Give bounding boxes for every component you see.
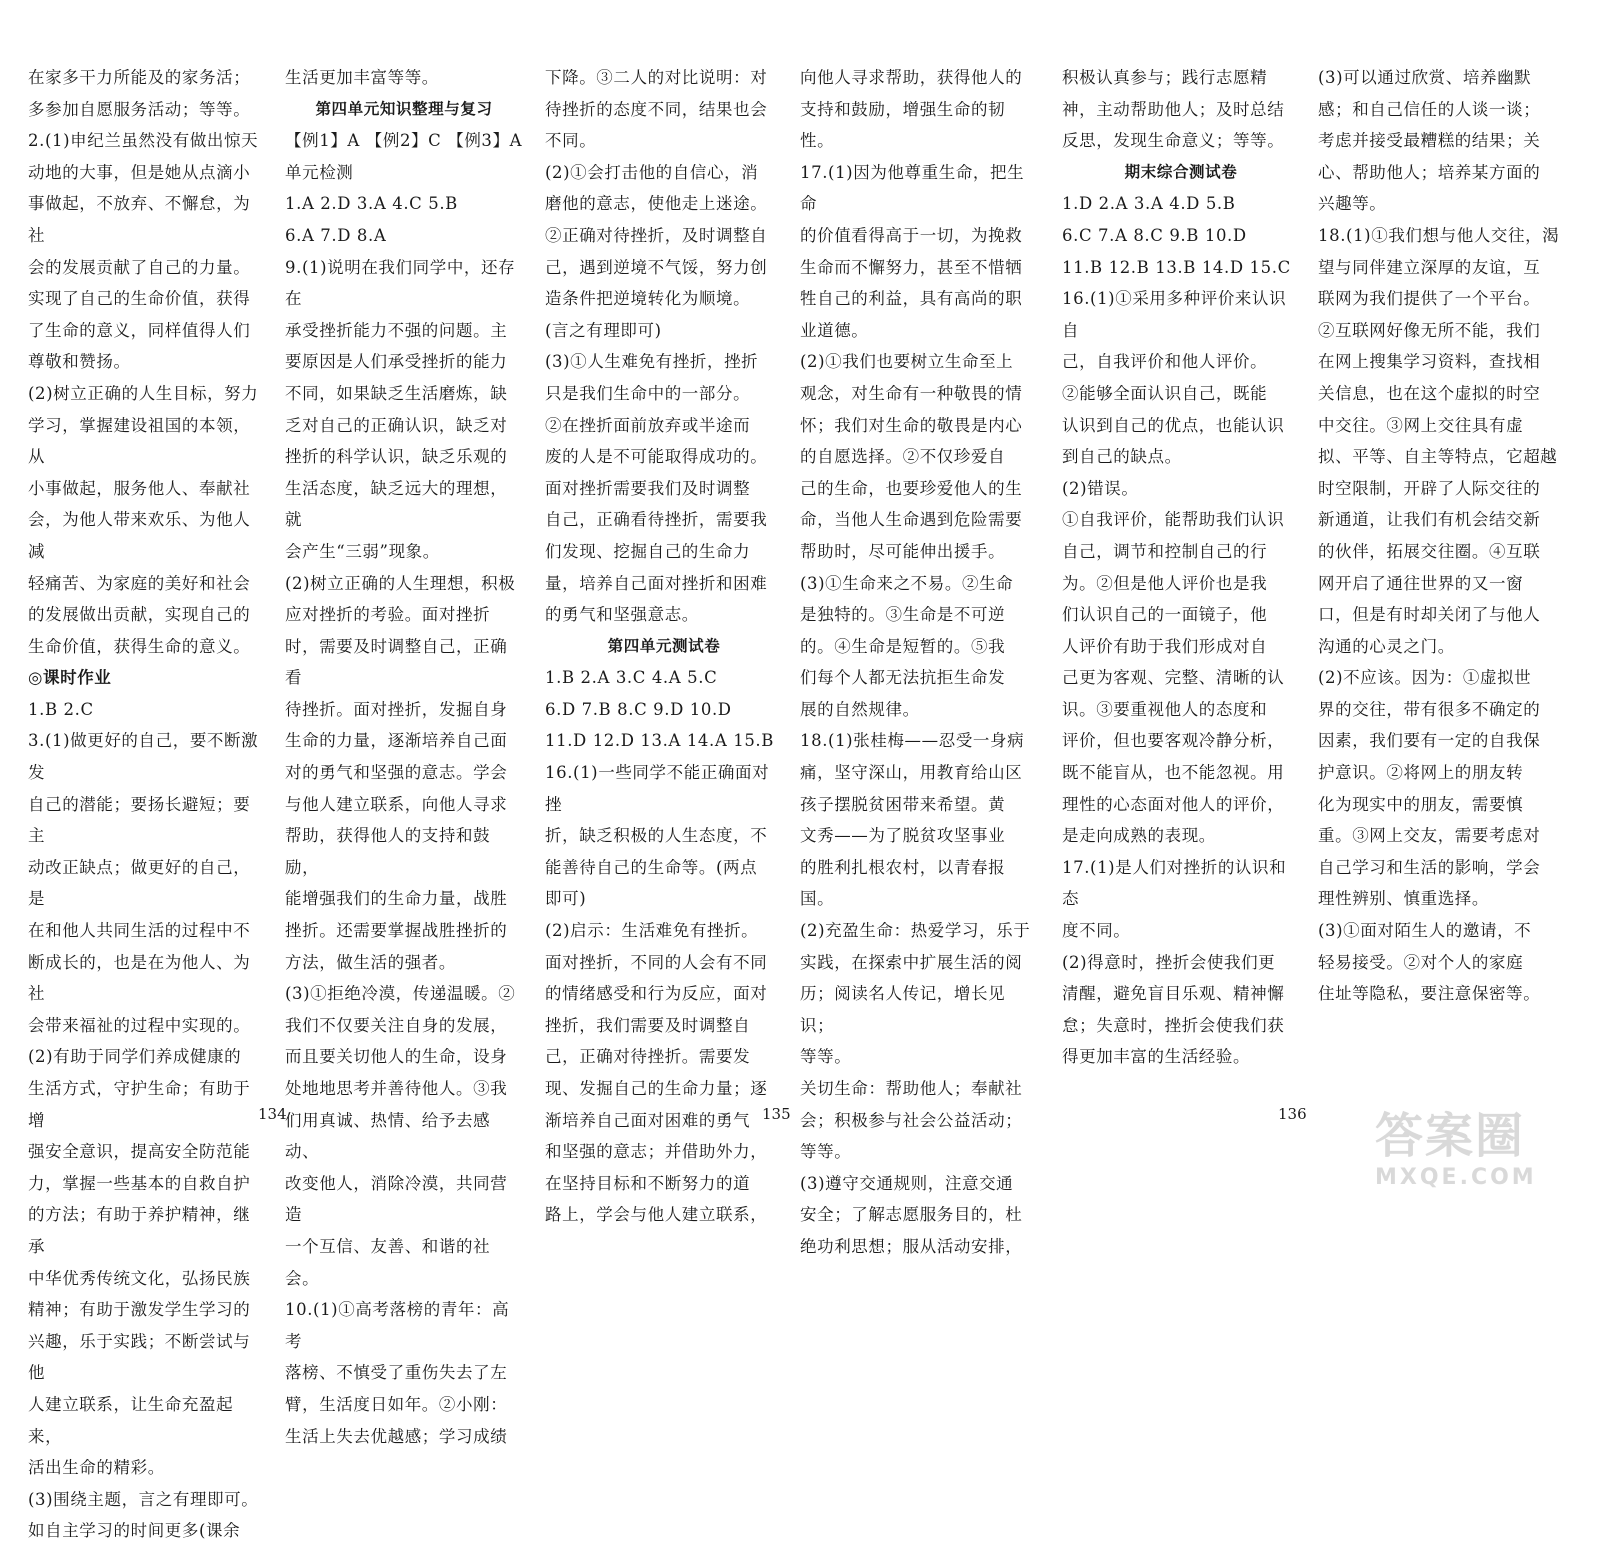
text-line: (3)围绕主题，言之有理即可。	[28, 1489, 259, 1509]
text-line: 们用真诚、热情、给予去感动、	[285, 1110, 491, 1162]
text-line: 望与同伴建立深厚的友谊，互	[1318, 257, 1541, 277]
text-line: 生活更加丰富等等。	[285, 68, 439, 87]
text-line: 11.D 12.D 13.A 14.A 15.B	[545, 731, 774, 751]
text-line: (2)错误。	[1062, 478, 1139, 498]
watermark-logo	[1375, 1108, 1575, 1208]
text-line: 在家多干力所能及的家务活；	[28, 68, 251, 87]
text-line: 乏对自己的正确认识，缺乏对	[285, 415, 508, 435]
text-line: 是独特的。③生命是不可逆	[800, 605, 1006, 625]
text-line: 会的发展贡献了自己的力量。	[28, 257, 251, 277]
text-line: 废的人是不可能取得成功的。	[545, 447, 768, 467]
text-line: (3)①拒绝冷漠，传递温暖。②	[285, 984, 516, 1004]
page-number-135: 135	[762, 1105, 791, 1123]
text-line: 承受挫折能力不强的问题。主	[285, 320, 508, 340]
text-line: 生活态度，缺乏远大的理想，就	[285, 478, 508, 530]
text-line: 路上，学会与他人建立联系，	[545, 1205, 768, 1225]
text-line: 9.(1)说明在我们同学中，还存在	[285, 257, 516, 309]
text-line: 如自主学习的时间更多(课余	[28, 1521, 241, 1541]
text-line: 挫折。还需要掌握战胜挫折的	[285, 921, 508, 941]
text-line: 臂，生活度日如年。②小刚：	[285, 1394, 508, 1414]
text-line: 中华优秀传统文化，弘扬民族	[28, 1268, 251, 1288]
text-line: 和坚强的意志；并借助外力，	[545, 1142, 768, 1162]
text-line: 6.D 7.B 8.C 9.D 10.D	[545, 699, 732, 719]
text-line: 不同。	[545, 131, 597, 151]
text-line: (3)①面对陌生人的邀请，不	[1318, 921, 1532, 941]
text-line: 兴趣，乐于实践；不断尝试与他	[28, 1331, 251, 1383]
text-line: 评价，但也要客观冷静分析，	[1062, 731, 1285, 751]
text-line: 面对挫折需要我们及时调整	[545, 478, 751, 498]
text-line: 面对挫折，不同的人会有不同	[545, 952, 768, 972]
text-line: 们认识自己的一面镜子，他	[1062, 605, 1268, 625]
text-line: 1.B 2.A 3.C 4.A 5.C	[545, 668, 718, 688]
text-line: 绝功利思想；服从活动安排，	[800, 1236, 1023, 1256]
text-line: 17.(1)因为他尊重生命，把生命	[800, 162, 1025, 214]
text-line: 的胜利扎根农村，以青春报	[800, 857, 1006, 877]
text-line: 帮助时，尽可能伸出援手。	[800, 541, 1006, 561]
text-line: 待挫折。面对挫折，发掘自身	[285, 699, 508, 719]
text-line: 16.(1)①采用多种评价来认识自	[1062, 289, 1287, 340]
text-line: 牲自己的利益，具有高尚的职	[800, 289, 1023, 309]
text-line: 时，需要及时调整自己，正确看	[285, 636, 508, 688]
text-line: 拟、平等、自主等特点，它超越	[1318, 447, 1558, 467]
text-line: 的发展做出贡献，实现自己的	[28, 605, 251, 625]
text-line: 生命而不懈努力，甚至不惜牺	[800, 257, 1023, 277]
text-line: 2.(1)申纪兰虽然没有做出惊天	[28, 131, 259, 151]
text-line: 断成长的，也是在为他人、为社	[28, 952, 251, 1004]
text-line: 时空限制，开辟了人际交往的	[1318, 478, 1541, 498]
text-line: 10.(1)①高考落榜的青年：高考	[285, 1300, 510, 1351]
text-line: 口，但是有时却关闭了与他人	[1318, 605, 1541, 625]
text-line: 即可)	[545, 889, 587, 909]
text-line: 只是我们生命中的一部分。	[545, 383, 751, 403]
text-line: 要原因是人们承受挫折的能力	[285, 352, 508, 372]
text-line: 己，自我评价和他人评价。	[1062, 352, 1268, 372]
text-line: 量，培养自己面对挫折和困难	[545, 573, 768, 593]
text-line: ①自我评价，能帮助我们认识	[1062, 510, 1285, 530]
column-3	[545, 62, 783, 1231]
text-line: 文秀——为了脱贫攻坚事业	[800, 826, 1006, 846]
text-line: 联网为我们提供了一个平台。	[1318, 289, 1541, 309]
text-line: (2)充盈生命：热爱学习，乐于	[800, 921, 1031, 941]
text-line: 自己学习和生活的影响，学会	[1318, 857, 1541, 877]
text-line: 会产生“三弱”现象。	[285, 541, 440, 561]
text-line: 关信息，也在这个虚拟的时空	[1318, 383, 1541, 403]
text-line: 等等。	[800, 1047, 852, 1067]
text-line: (2)①我们也要树立生命至上	[800, 352, 1014, 372]
text-line: 自己，正确看待挫折，需要我	[545, 510, 768, 530]
text-line: 中交往。③网上交往具有虚	[1318, 415, 1524, 435]
text-line: 了生命的意义，同样值得人们	[28, 320, 251, 340]
text-line: 应对挫折的考验。面对挫折	[285, 605, 491, 625]
text-line: (2)不应该。因为：①虚拟世	[1318, 668, 1532, 688]
text-line: 安全；了解志愿服务目的，杜	[800, 1205, 1023, 1225]
text-line: (2)树立正确的人生理想，积极	[285, 573, 516, 593]
text-line: ②在挫折面前放弃或半途而	[545, 415, 751, 435]
text-line: 动地的大事，但是她从点滴小	[28, 162, 251, 182]
text-line: 不同，如果缺乏生活磨炼，缺	[285, 383, 508, 403]
text-line: 现、发掘自己的生命力量；逐	[545, 1079, 768, 1098]
text-line: ②正确对待挫折，及时调整自	[545, 225, 768, 245]
page-number-136: 136	[1278, 1105, 1307, 1123]
text-line: 18.(1)张桂梅——忍受一身病	[800, 731, 1025, 751]
page-number-134: 134	[258, 1105, 287, 1123]
text-line: 心、帮助他人；培养某方面的	[1318, 162, 1541, 182]
text-line: 动改正缺点；做更好的自己，是	[28, 857, 251, 909]
text-line: 生命的力量，逐渐培养自己面	[285, 731, 508, 751]
text-line: 考虑并接受最糟糕的结果；关	[1318, 131, 1541, 151]
text-line: 因素，我们要有一定的自我保	[1318, 731, 1541, 751]
text-line: 等等。	[800, 1142, 852, 1162]
text-line: 力，掌握一些基本的自救自护	[28, 1173, 251, 1193]
text-line: 活出生命的精彩。	[28, 1458, 165, 1478]
text-line: 尊敬和赞扬。	[28, 352, 131, 372]
text-line: 会，为他人带来欢乐、为他人减	[28, 510, 251, 561]
text-line: 怠；失意时，挫折会使我们获	[1062, 1015, 1285, 1035]
text-line: 在和他人共同生活的过程中不	[28, 921, 251, 941]
text-line: (2)得意时，挫折会使我们更	[1062, 952, 1276, 972]
text-line: 事做起，不放弃、不懈怠，为社	[28, 194, 251, 245]
column-5	[1062, 62, 1300, 1073]
text-line: 的方法；有助于养护精神，继承	[28, 1205, 251, 1256]
text-line: 对的勇气和坚强的意志。学会	[285, 763, 508, 783]
text-line: 化为现实中的朋友，需要慎	[1318, 794, 1524, 814]
text-line: 学习，掌握建设祖国的本领，从	[28, 415, 251, 467]
text-line: 渐培养自己面对困难的勇气	[545, 1110, 751, 1130]
text-line: 孩子摆脱贫困带来希望。黄	[800, 794, 1006, 814]
text-line: 单元检测	[285, 162, 354, 182]
text-line: 神，主动帮助他人；及时总结	[1062, 99, 1285, 119]
text-line: 而且要关切他人的生命，设身	[285, 1047, 508, 1067]
text-line: 性。	[800, 131, 835, 151]
text-line: 既不能盲从，也不能忽视。用	[1062, 763, 1285, 783]
text-line: 住址等隐私，要注意保密等。	[1318, 984, 1541, 1004]
text-line: 自己，调节和控制自己的行	[1062, 541, 1268, 561]
text-line: 识。③要重视他人的态度和	[1062, 699, 1268, 719]
text-line: 11.B 12.B 13.B 14.D 15.C	[1062, 257, 1291, 277]
text-line: ②互联网好像无所不能，我们	[1318, 320, 1541, 340]
text-line: 命，当他人生命遇到危险需要	[800, 510, 1023, 530]
text-line: 磨他的意志，使他走上迷途。	[545, 194, 768, 214]
text-line: 强安全意识，提高安全防范能	[28, 1142, 251, 1162]
text-line: 【例1】A 【例2】C 【例3】A	[285, 131, 523, 151]
text-line: 重。③网上交友，需要考虑对	[1318, 826, 1541, 846]
text-line: 展的自然规律。	[800, 699, 920, 719]
text-line: 己的生命，也要珍爱他人的生	[800, 478, 1023, 498]
text-line: (2)树立正确的人生目标，努力	[28, 383, 259, 403]
text-line: 与他人建立联系，向他人寻求	[285, 794, 508, 814]
text-line: 认识到自己的优点，也能认识	[1062, 415, 1285, 435]
text-line: 业道德。	[800, 320, 869, 340]
text-line: 己，正确对待挫折。需要发	[545, 1047, 751, 1067]
text-line: 关切生命：帮助他人；奉献社	[800, 1079, 1023, 1098]
text-line: 挫折，我们需要及时调整自	[545, 1015, 751, 1035]
text-line: 理性的心态面对他人的评价，	[1062, 794, 1285, 814]
section-heading: 第四单元知识整理与复习	[315, 99, 493, 118]
text-line: 痛，坚守深山，用教育给山区	[800, 763, 1023, 783]
text-line: 历；阅读名人传记，增长见识；	[800, 984, 1006, 1035]
text-line: (2)启示：生活难免有挫折。	[545, 921, 759, 941]
text-line: 新通道，让我们有机会结交新	[1318, 510, 1541, 530]
text-line: 帮助，获得他人的支持和鼓励，	[285, 826, 491, 877]
text-line: 是走向成熟的表现。	[1062, 826, 1216, 846]
text-line: 一个互信、友善、和谐的社会。	[285, 1236, 491, 1288]
text-line: 处地地思考并善待他人。③我	[285, 1079, 508, 1098]
text-line: 6.C 7.A 8.C 9.B 10.D	[1062, 225, 1247, 245]
column-6	[1318, 62, 1562, 1010]
text-line: 能增强我们的生命力量，战胜	[285, 889, 508, 909]
text-line: 观念，对生命有一种敬畏的情	[800, 383, 1023, 403]
text-line: 为。②但是他人评价也是我	[1062, 573, 1268, 593]
text-line: 3.(1)做更好的自己，要不断激发	[28, 731, 259, 783]
column-2	[285, 62, 523, 1452]
text-line: (3)遵守交通规则，注意交通	[800, 1173, 1014, 1193]
text-line: 1.B 2.C	[28, 699, 94, 719]
text-line: 18.(1)①我们想与他人交往，渴	[1318, 225, 1560, 245]
text-line: 积极认真参与；践行志愿精	[1062, 68, 1268, 87]
column-1	[28, 62, 266, 1547]
text-line: 界的交往，带有很多不确定的	[1318, 699, 1541, 719]
text-line: 的。④生命是短暂的。⑤我	[800, 636, 1006, 656]
text-line: 己，遇到逆境不气馁，努力创	[545, 257, 768, 277]
text-line: 反思，发现生命意义；等等。	[1062, 131, 1285, 151]
text-line: 人建立联系，让生命充盈起来，	[28, 1394, 234, 1446]
text-line: 待挫折的态度不同，结果也会	[545, 99, 768, 119]
text-line: 我们不仅要关注自身的发展，	[285, 1015, 508, 1035]
text-line: 会；积极参与社会公益活动；	[800, 1110, 1023, 1130]
text-line: (3)①生命来之不易。②生命	[800, 573, 1014, 593]
text-line: 向他人寻求帮助，获得他人的	[800, 68, 1023, 87]
text-line: (2)①会打击他的自信心，消	[545, 162, 759, 182]
text-line: 怀；我们对生命的敬畏是内心	[800, 415, 1023, 435]
text-line: 落榜、不慎受了重伤失去了左	[285, 1363, 508, 1383]
watermark-title: 答案圈	[1375, 1108, 1526, 1164]
text-line: 感；和自己信任的人谈一谈；	[1318, 99, 1541, 119]
text-line: (3)①人生难免有挫折，挫折	[545, 352, 759, 372]
section-label: ◎课时作业	[28, 668, 112, 688]
text-line: 的勇气和坚强意志。	[545, 605, 699, 625]
text-line: 6.A 7.D 8.A	[285, 225, 387, 245]
text-line: 清醒，避免盲目乐观、精神懈	[1062, 984, 1285, 1004]
text-line: 兴趣等。	[1318, 194, 1387, 214]
text-line: 能善待自己的生命等。(两点	[545, 857, 758, 877]
text-line: 到自己的缺点。	[1062, 447, 1182, 467]
text-line: 下降。③二人的对比说明：对	[545, 68, 768, 87]
text-line: 挫折的科学认识，缺乏乐观的	[285, 447, 508, 467]
section-heading: 期末综合测试卷	[1124, 162, 1238, 181]
text-line: 自己的潜能；要扬长避短；要主	[28, 794, 251, 846]
text-line: 方法，做生活的强者。	[285, 952, 456, 972]
text-line: (言之有理即可)	[545, 320, 662, 340]
text-line: 的自愿选择。②不仅珍爱自	[800, 447, 1006, 467]
text-line: 17.(1)是人们对挫折的认识和态	[1062, 857, 1287, 909]
text-line: 16.(1)一些同学不能正确面对挫	[545, 763, 770, 814]
text-line: 在坚持目标和不断努力的道	[545, 1173, 751, 1193]
text-line: 在网上搜集学习资料，查找相	[1318, 352, 1541, 372]
text-line: 生活方式，守护生命；有助于增	[28, 1079, 251, 1130]
text-line: 度不同。	[1062, 921, 1131, 941]
text-line: 护意识。②将网上的朋友转	[1318, 763, 1524, 783]
text-line: 国。	[800, 889, 835, 909]
text-line: 实践，在探索中扩展生活的阅	[800, 952, 1023, 972]
text-line: 人评价有助于我们形成对自	[1062, 636, 1268, 656]
text-line: 小事做起，服务他人、奉献社	[28, 478, 251, 498]
text-line: 的情绪感受和行为反应，面对	[545, 984, 768, 1004]
text-line: 造条件把逆境转化为顺境。	[545, 289, 751, 309]
text-line: 实现了自己的生命价值，获得	[28, 289, 251, 309]
text-line: 支持和鼓励，增强生命的韧	[800, 99, 1006, 119]
section-heading: 第四单元测试卷	[607, 636, 721, 655]
text-line: 多参加自愿服务活动；等等。	[28, 99, 251, 119]
text-line: 的价值看得高于一切，为挽救	[800, 225, 1023, 245]
text-line: 们发现、挖掘自己的生命力	[545, 541, 751, 561]
text-line: 轻易接受。②对个人的家庭	[1318, 952, 1524, 972]
text-line: 理性辨别、慎重选择。	[1318, 889, 1489, 909]
text-line: 的伙伴，拓展交往圈。④互联	[1318, 541, 1541, 561]
text-line: 1.A 2.D 3.A 4.C 5.B	[285, 194, 458, 214]
text-line: 们每个人都无法抗拒生命发	[800, 668, 1006, 688]
text-line: (2)有助于同学们养成健康的	[28, 1047, 242, 1067]
watermark-url: MXQE.COM	[1375, 1165, 1537, 1190]
column-4	[800, 62, 1038, 1263]
text-line: 网开启了通往世界的又一窗	[1318, 573, 1524, 593]
text-line: 会带来福祉的过程中实现的。	[28, 1015, 251, 1035]
text-line: ②能够全面认识自己，既能	[1062, 383, 1268, 403]
text-line: 得更加丰富的生活经验。	[1062, 1047, 1251, 1067]
text-line: 改变他人，消除冷漠，共同营造	[285, 1173, 508, 1225]
text-line: 己更为客观、完整、清晰的认	[1062, 668, 1285, 688]
text-line: (3)可以通过欣赏、培养幽默	[1318, 68, 1532, 87]
text-line: 精神；有助于激发学生学习的	[28, 1300, 251, 1320]
text-line: 生活上失去优越感；学习成绩	[285, 1426, 508, 1446]
text-line: 折，缺乏积极的人生态度，不	[545, 826, 768, 846]
text-line: 1.D 2.A 3.A 4.D 5.B	[1062, 194, 1236, 214]
text-line: 生命价值，获得生命的意义。	[28, 636, 251, 656]
text-line: 沟通的心灵之门。	[1318, 636, 1455, 656]
text-line: 轻痛苦、为家庭的美好和社会	[28, 573, 251, 593]
